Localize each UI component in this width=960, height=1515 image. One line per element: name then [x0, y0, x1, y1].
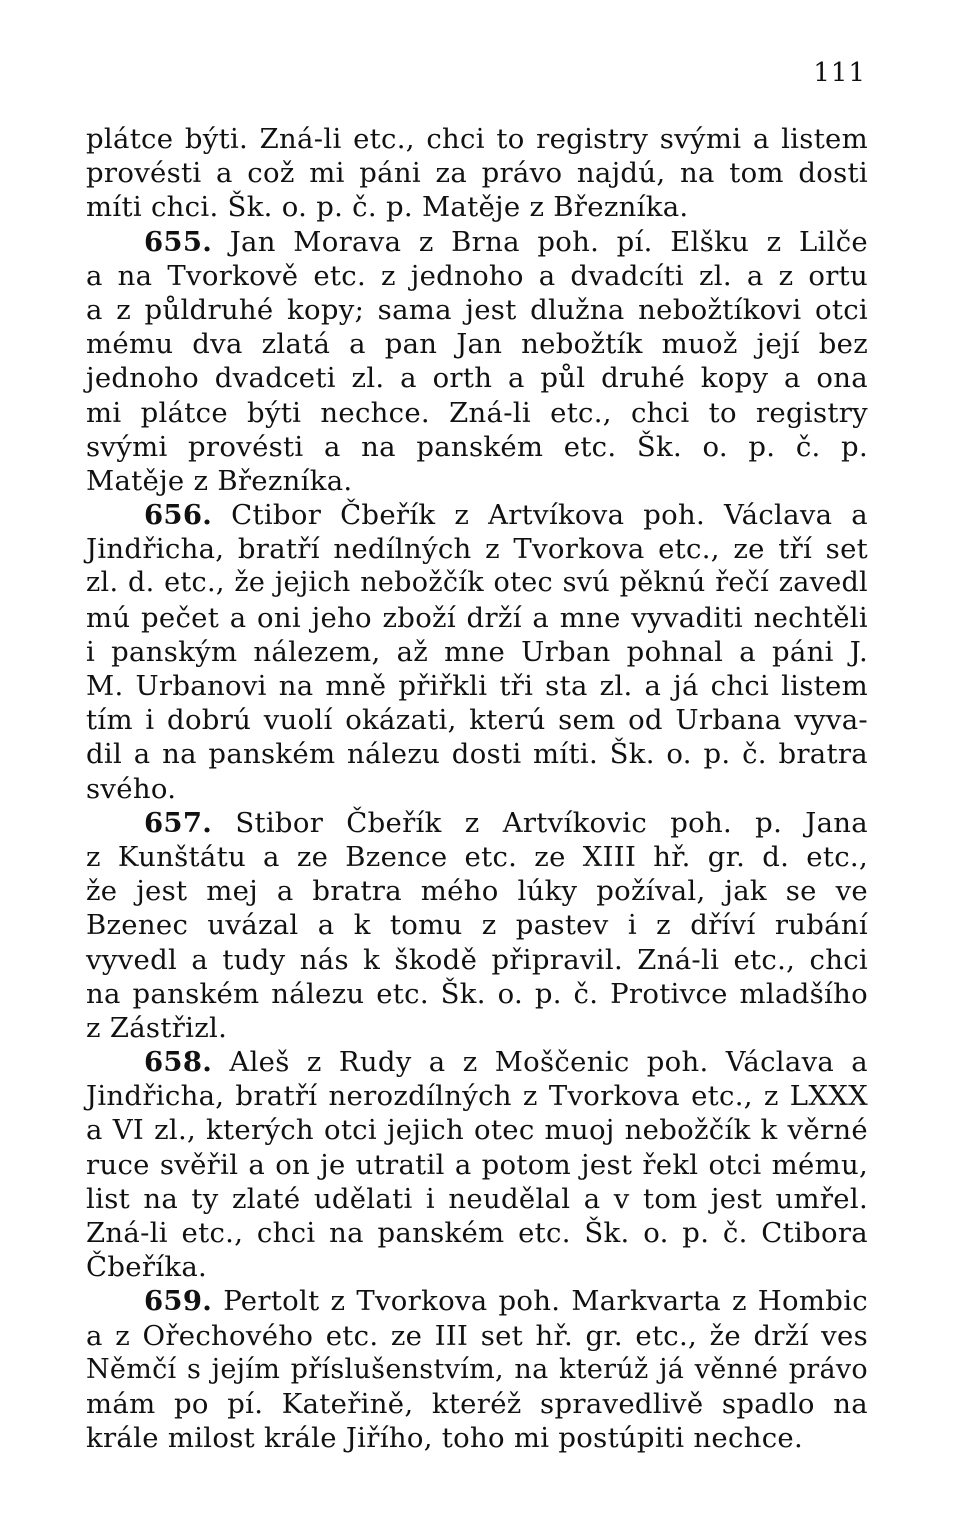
- line-text: mú pečet a oni jeho zboží drží a mne vyvaditi nechtěli: [86, 601, 868, 634]
- line-text: že jest mej a bratra mého lúky požíval, jak se ve: [86, 875, 868, 908]
- line-text: vyvedl a tudy nás k škodě připravil. Zná-li etc., chci: [86, 943, 868, 976]
- text-line: [86, 293, 868, 327]
- text-line: [86, 943, 868, 977]
- text-line: [86, 1011, 868, 1045]
- line-text: Stibor Čbeřík z Artvíkovic poh. p. Jana: [235, 806, 868, 839]
- line-text: Ctibor Čbeřík z Artvíkova poh. Václava a: [231, 499, 868, 532]
- text-line: [86, 464, 868, 498]
- line-text: z Zástřizl.: [86, 1011, 228, 1044]
- text-line: [86, 1250, 868, 1284]
- text-line: [86, 840, 868, 874]
- text-line: [86, 327, 868, 361]
- text-line: [86, 669, 868, 703]
- line-text: dil a na panském nálezu dosti míti. Šk. o. p. č. bratra: [86, 738, 868, 771]
- line-text: Jindřicha, bratří nerozdílných z Tvorkova etc., z LXXX: [86, 1080, 868, 1113]
- line-text: a z Ořechového etc. ze III set hř. gr. etc., že drží ves: [86, 1319, 868, 1352]
- entry-number: 655.: [144, 225, 213, 258]
- line-text: M. Urbanovi na mně přiřkli tři sta zl. a já chci listem: [86, 670, 868, 702]
- text-line: [86, 1182, 868, 1216]
- text-line: [86, 396, 868, 430]
- entry-first-line: [86, 225, 868, 259]
- line-text: Bzenec uvázal a k tomu z pastev i z dříví rubání: [86, 909, 868, 942]
- line-text: plátce býti. Zná-li etc., chci to registry svými a listem: [86, 123, 868, 155]
- entry-number: 659.: [144, 1285, 213, 1318]
- text-line: [86, 1353, 868, 1387]
- text-line: [86, 430, 868, 464]
- line-text: i panským nálezem, až mne Urban pohnal a páni J.: [86, 635, 868, 668]
- line-text: Zná-li etc., chci na panském etc. Šk. o. p. č. Ctibora: [86, 1217, 868, 1249]
- line-text: zl. d. etc., že jejich nebožčík otec svú pěknú řečí zavedl: [86, 567, 868, 599]
- line-text: z Kunštátu a ze Bzence etc. ze XIII hř. gr. d. etc.,: [86, 840, 868, 873]
- entry-first-line: [86, 806, 868, 840]
- line-text: krále milost krále Jiřího, toho mi postúpiti nechce.: [86, 1422, 804, 1455]
- text-line: [86, 190, 868, 224]
- text-line: [86, 1319, 868, 1353]
- line-text: tím i dobrú vuolí okázati, kterú sem od Urbana vyva-: [86, 704, 868, 737]
- page-number: 111: [813, 58, 866, 88]
- line-text: míti chci. Šk. o. p. č. p. Matěje z Březníka.: [86, 191, 689, 224]
- line-text: na panském nálezu etc. Šk. o. p. č. Protivce mladšího: [86, 977, 868, 1010]
- line-text: Čbeříka.: [86, 1251, 208, 1284]
- line-text: Jindřicha, bratří nedílných z Tvorkova etc., ze tří set: [86, 533, 868, 566]
- entry-first-line: [86, 1045, 868, 1079]
- line-text: a na Tvorkově etc. z jednoho a dvadcíti zl. a z ortu: [86, 259, 868, 292]
- entry-number: 657.: [144, 806, 213, 839]
- text-line: [86, 703, 868, 737]
- text-line: [86, 566, 868, 600]
- line-text: Němčí s jejím příslušenstvím, na kterúž já věnné právo: [86, 1353, 868, 1385]
- entry-number: 658.: [144, 1046, 213, 1079]
- text-line: [86, 532, 868, 566]
- entry-first-line: [86, 498, 868, 532]
- line-text: list na ty zlaté udělati i neudělal a v tom jest umřel.: [86, 1182, 868, 1215]
- text-line: [86, 1148, 868, 1182]
- entry-first-line: [86, 1284, 868, 1318]
- text-line: [86, 601, 868, 635]
- text-line: [86, 1079, 868, 1113]
- line-text: Jan Morava z Brna poh. pí. Elšku z Lilče: [229, 225, 869, 258]
- text-line: [86, 361, 868, 395]
- text-line: [86, 635, 868, 669]
- line-text: provésti a což mi páni za právo najdú, na tom dosti: [86, 157, 868, 190]
- line-text: a z půldruhé kopy; sama jest dlužna nebožtíkovi otci: [86, 293, 868, 326]
- text-line: [86, 874, 868, 908]
- text-line: [86, 259, 868, 293]
- line-text: ruce svěřil a on je utratil a potom jest řekl otci mému,: [86, 1148, 868, 1181]
- body-text: [86, 122, 868, 1455]
- text-line: [86, 1387, 868, 1421]
- text-line: [86, 1113, 868, 1147]
- line-text: mému dva zlatá a pan Jan nebožtík muož její bez: [86, 328, 868, 361]
- line-text: a VI zl., kterých otci jejich otec muoj nebožčík k věrné: [86, 1114, 868, 1147]
- text-line: [86, 977, 868, 1011]
- text-line: [86, 122, 868, 156]
- line-text: Aleš z Rudy a z Moščenic poh. Václava a: [229, 1046, 868, 1079]
- text-line: [86, 737, 868, 771]
- text-line: [86, 772, 868, 806]
- text-line: [86, 1216, 868, 1250]
- text-line: [86, 1421, 868, 1455]
- line-text: jednoho dvadceti zl. a orth a půl druhé kopy a ona: [86, 362, 868, 395]
- text-line: [86, 908, 868, 942]
- entry-number: 656.: [144, 499, 213, 532]
- line-text: svými provésti a na panském etc. Šk. o. p. č. p.: [86, 430, 868, 463]
- line-text: mi plátce býti nechce. Zná-li etc., chci to registry: [86, 396, 868, 429]
- line-text: svého.: [86, 772, 177, 805]
- line-text: Matěje z Březníka.: [86, 464, 353, 497]
- line-text: mám po pí. Kateřině, kteréž spravedlivě spadlo na: [86, 1387, 868, 1420]
- line-text: Pertolt z Tvorkova poh. Markvarta z Hombic: [223, 1285, 868, 1318]
- text-line: [86, 156, 868, 190]
